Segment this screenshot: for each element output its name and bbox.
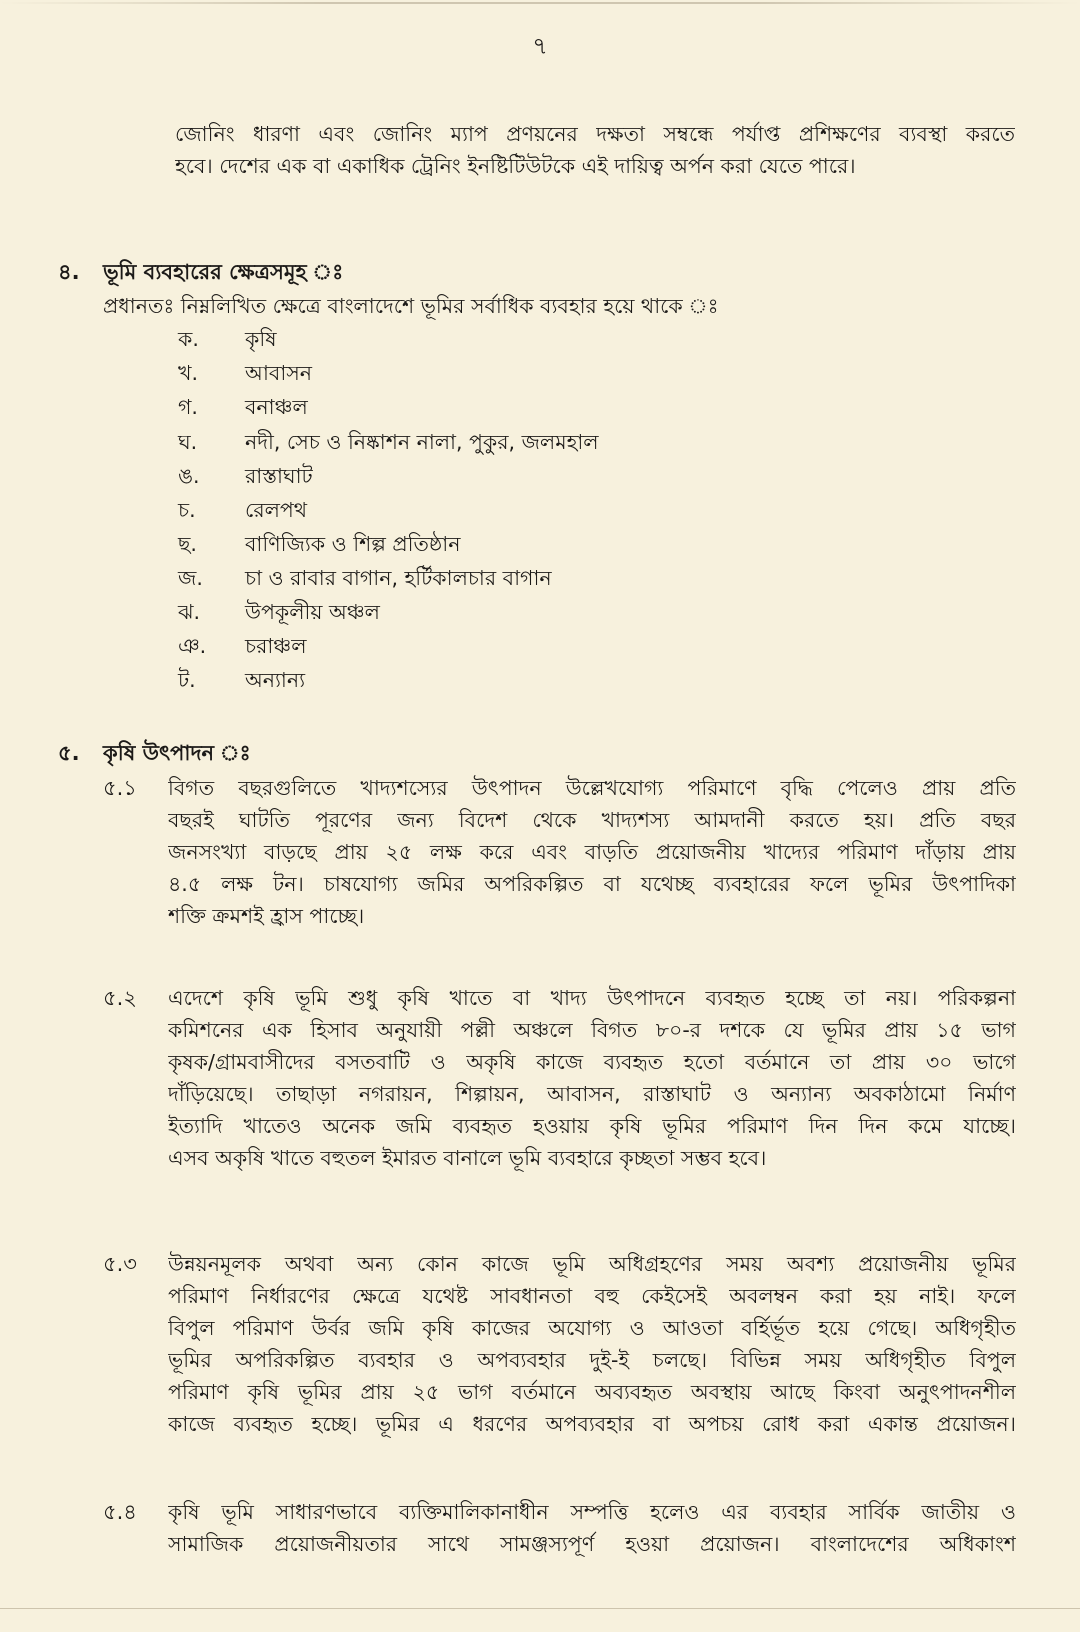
subsection-5-1-paragraph bbox=[168, 772, 1016, 932]
text-line: উন্নয়নমূলক অথবা অন্য কোন কাজে ভূমি অধিগ্রহণের সময় অবশ্য প্রয়োজনীয় ভূমির bbox=[168, 1252, 1016, 1276]
list-item-text: বাণিজ্যিক ও শিল্প প্রতিষ্ঠান bbox=[245, 532, 461, 556]
section-4-intro: প্রধানতঃ নিম্নলিখিত ক্ষেত্রে বাংলাদেশে ভূমির সর্বাধিক ব্যবহার হয়ে থাকে ঃ bbox=[103, 294, 719, 318]
text-line: কাজে ব্যবহৃত হচ্ছে। ভূমির এ ধরণের অপব্যবহার বা অপচয় রোধ করা একান্ত প্রয়োজন। bbox=[168, 1412, 1016, 1436]
page-number: ৭ bbox=[532, 32, 548, 60]
subsection-5-2-number: ৫.২ bbox=[103, 986, 137, 1010]
list-item-text: আবাসন bbox=[245, 361, 313, 385]
text-line: ইত্যাদি খাতেও অনেক জমি ব্যবহৃত হওয়ায় কৃষি ভূমির পরিমাণ দিন দিন কমে যাচ্ছে। bbox=[168, 1114, 1016, 1138]
list-item-text: চরাঞ্চল bbox=[245, 634, 307, 658]
list-item-label: জ. bbox=[178, 566, 203, 590]
list-item-text: উপকূলীয় অঞ্চল bbox=[245, 600, 380, 624]
list-item-label: ক. bbox=[178, 327, 199, 351]
list-item-text: রাস্তাঘাট bbox=[245, 464, 313, 488]
text-line: কৃষি ভূমি সাধারণভাবে ব্যক্তিমালিকানাধীন সম্পত্তি হলেও এর ব্যবহার সার্বিক জাতীয় ও bbox=[168, 1500, 1016, 1524]
list-item-text: নদী, সেচ ও নিষ্কাশন নালা, পুকুর, জলমহাল bbox=[245, 430, 599, 454]
list-item-label: ঝ. bbox=[178, 600, 201, 624]
text-line: শক্তি ক্রমশই হ্রাস পাচ্ছে। bbox=[168, 904, 365, 928]
text-line: পরিমাণ নির্ধারণের ক্ষেত্রে যথেষ্ট সাবধানতা বহু কেইসেই অবলম্বন করা হয় নাই। ফলে bbox=[168, 1284, 1016, 1308]
text-line: জনসংখ্যা বাড়ছে প্রায় ২৫ লক্ষ করে এবং বাড়তি প্রয়োজনীয় খাদ্যের পরিমাণ দাঁড়ায় প্রায় bbox=[168, 840, 1016, 864]
text-line: কমিশনের এক হিসাব অনুযায়ী পল্লী অঞ্চলে বিগত ৮০-র দশকে যে ভূমির প্রায় ১৫ ভাগ bbox=[168, 1018, 1016, 1042]
list-item-label: ঘ. bbox=[178, 430, 198, 454]
text-line: বছরই ঘাটতি পূরণের জন্য বিদেশ থেকে খাদ্যশস্য আমদানী করতে হয়। প্রতি বছর bbox=[168, 808, 1016, 832]
text-line: হবে। দেশের এক বা একাধিক ট্রেনিং ইনষ্টিটিউটকে এই দায়িত্ব অর্পন করা যেতে পারে। bbox=[175, 154, 856, 178]
subsection-5-4-number: ৫.৪ bbox=[103, 1500, 137, 1524]
text-line: জোনিং ধারণা এবং জোনিং ম্যাপ প্রণয়নের দক্ষতা সম্বন্ধে পর্যাপ্ত প্রশিক্ষণের ব্যবস্থা করতে bbox=[175, 122, 1015, 146]
list-item-label: গ. bbox=[178, 395, 198, 419]
text-line: পরিমাণ কৃষি ভূমির প্রায় ২৫ ভাগ বর্তমানে অব্যবহৃত অবস্থায় আছে কিংবা অনুৎপাদনশীল bbox=[168, 1380, 1016, 1404]
subsection-5-2-paragraph bbox=[168, 982, 1016, 1174]
list-item-label: ট. bbox=[178, 668, 196, 692]
text-line: কৃষক/গ্রামবাসীদের বসতবাটি ও অকৃষি কাজে ব্যবহৃত হতো বর্তমানে তা প্রায় ৩০ ভাগে bbox=[168, 1050, 1016, 1074]
text-line: সামাজিক প্রয়োজনীয়তার সাথে সামঞ্জস্যপূর্ণ হওয়া প্রয়োজন। বাংলাদেশের অধিকাংশ bbox=[168, 1532, 1016, 1556]
text-line: বিপুল পরিমাণ উর্বর জমি কৃষি কাজের অযোগ্য ও আওতা বর্হির্ভূত হয়ে গেছে। অধিগৃহীত bbox=[168, 1316, 1016, 1340]
list-item-label: ঞ. bbox=[178, 634, 207, 658]
section-4-number: ৪. bbox=[58, 260, 80, 284]
list-item-label: ঙ. bbox=[178, 464, 200, 488]
text-line: বিগত বছরগুলিতে খাদ্যশস্যের উৎপাদন উল্লেখযোগ্য পরিমাণে বৃদ্ধি পেলেও প্রায় প্রতি bbox=[168, 776, 1016, 800]
text-line: ৪.৫ লক্ষ টন। চাষযোগ্য জমির অপরিকল্পিত বা যথেচ্ছ ব্যবহারের ফলে ভূমির উৎপাদিকা bbox=[168, 872, 1016, 896]
list-item-text: চা ও রাবার বাগান, হর্টিকালচার বাগান bbox=[245, 566, 552, 590]
list-item-label: ছ. bbox=[178, 532, 197, 556]
section-5-number: ৫. bbox=[58, 741, 80, 765]
list-item-text: কৃষি bbox=[245, 327, 277, 351]
subsection-5-3-paragraph bbox=[168, 1248, 1016, 1440]
list-item-text: বনাঞ্চল bbox=[245, 395, 308, 419]
subsection-5-4-paragraph bbox=[168, 1496, 1016, 1560]
text-line: এসব অকৃষি খাতে বহুতল ইমারত বানালে ভূমি ব্যবহারে কৃচ্ছতা সম্ভব হবে। bbox=[168, 1146, 767, 1170]
intro-paragraph bbox=[175, 118, 1015, 182]
list-item-text: রেলপথ bbox=[245, 498, 308, 522]
text-line: ভূমির অপরিকল্পিত ব্যবহার ও অপব্যবহার দুই-ই চলছে। বিভিন্ন সময় অধিগৃহীত বিপুল bbox=[168, 1348, 1016, 1372]
subsection-5-1-number: ৫.১ bbox=[103, 776, 137, 800]
section-4-title: ভূমি ব্যবহারের ক্ষেত্রসমূহ ঃ bbox=[103, 260, 344, 284]
top-edge-rule bbox=[0, 2, 1080, 4]
list-item-label: চ. bbox=[178, 498, 196, 522]
bottom-edge-rule bbox=[0, 1608, 1080, 1609]
text-line: দাঁড়িয়েছে। তাছাড়া নগরায়ন, শিল্পায়ন, আবাসন, রাস্তাঘাট ও অন্যান্য অবকাঠামো নির্মাণ bbox=[168, 1082, 1016, 1106]
subsection-5-3-number: ৫.৩ bbox=[103, 1252, 137, 1276]
section-5-title: কৃষি উৎপাদন ঃ bbox=[103, 741, 251, 765]
list-item-text: অন্যান্য bbox=[245, 668, 306, 692]
list-item-label: খ. bbox=[178, 361, 198, 385]
text-line: এদেশে কৃষি ভূমি শুধু কৃষি খাতে বা খাদ্য উৎপাদনে ব্যবহৃত হচ্ছে তা নয়। পরিকল্পনা bbox=[168, 986, 1016, 1010]
